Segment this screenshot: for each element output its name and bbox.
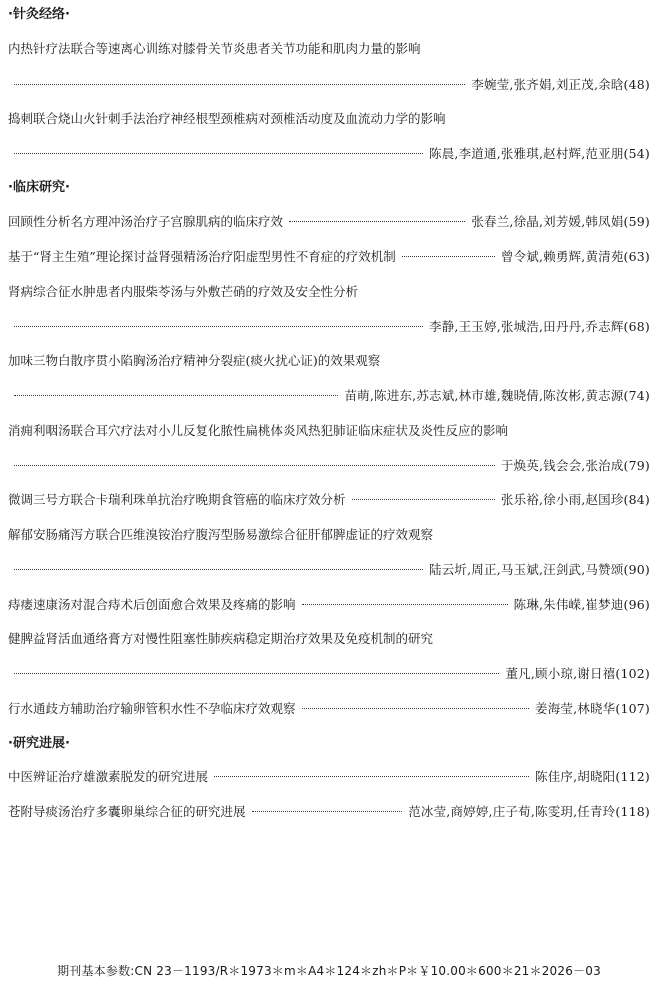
entry-authors: 陆云圻,周正,马玉斌,汪剑武,马赞颂(90) [429, 562, 650, 577]
journal-parameters-footer: 期刊基本参数:CN 23－1193/R＊1973＊m＊A4＊124＊zh＊P＊￥10.00＊600＊21＊2026－03 [57, 964, 601, 978]
entry-title: 肾病综合征水肿患者内服柴苓汤与外敷芒硝的疗效及安全性分析 [8, 284, 359, 299]
leader-dots [352, 498, 495, 500]
toc-entry-authors-line [8, 76, 650, 94]
entry-authors: 姜海莹,林晓华(107) [535, 701, 650, 716]
toc-entry-authors-line [8, 665, 650, 683]
leader-dots [14, 464, 495, 466]
toc-entry[interactable] [8, 803, 650, 821]
entry-authors: 李静,王玉婷,张城浩,田丹丹,乔志辉(68) [429, 319, 650, 334]
section-heading-progress: ·研究进展· [8, 736, 70, 751]
toc-entry-authors-line [8, 457, 650, 475]
entry-authors: 张乐裕,徐小雨,赵国珍(84) [500, 492, 650, 507]
toc-entry-authors-line [8, 561, 650, 579]
entry-title: 回顾性分析名方理冲汤治疗子宫腺肌病的临床疗效 [8, 214, 284, 229]
leader-dots [302, 707, 529, 709]
entry-title: 痔瘘速康汤对混合痔术后创面愈合效果及疼痛的影响 [8, 597, 296, 612]
toc-entry-title[interactable] [8, 283, 650, 301]
toc-entry-authors-line [8, 387, 650, 405]
toc-entry-title[interactable] [8, 40, 650, 58]
entry-authors: 李婉莹,张齐娟,刘正茂,余晗(48) [471, 77, 650, 92]
entry-authors: 董凡,顾小琼,谢日禧(102) [505, 666, 650, 681]
toc-entry[interactable] [8, 768, 650, 786]
entry-title: 解郁安肠痛泻方联合匹维溴铵治疗腹泻型肠易激综合征肝郁脾虚证的疗效观察 [8, 527, 434, 542]
leader-dots [14, 83, 465, 85]
leader-dots [14, 672, 499, 674]
leader-dots [402, 255, 495, 257]
leader-dots [252, 810, 403, 812]
toc-entry-title[interactable] [8, 110, 650, 128]
entry-authors: 陈晨,李道通,张雅琪,赵村辉,范亚朋(54) [429, 146, 650, 161]
toc-entry-authors-line [8, 318, 650, 336]
leader-dots [14, 568, 423, 570]
leader-dots [289, 220, 465, 222]
leader-dots [302, 603, 508, 605]
entry-title: 行水通歧方辅助治疗输卵管积水性不孕临床疗效观察 [8, 701, 296, 716]
entry-title: 加味三物白散序贯小陷胸汤治疗精神分裂症(痰火扰心证)的效果观察 [8, 353, 381, 368]
toc-entry[interactable] [8, 248, 650, 266]
entry-authors: 张春兰,徐晶,刘芳媛,韩凤娟(59) [471, 214, 650, 229]
toc-entry[interactable] [8, 491, 650, 509]
entry-title: 中医辨证治疗雄激素脱发的研究进展 [8, 769, 209, 784]
toc-entry[interactable] [8, 213, 650, 231]
entry-authors: 陈琳,朱伟嵘,崔梦迪(96) [513, 597, 650, 612]
entry-title: 微调三号方联合卡瑞利珠单抗治疗晚期食管癌的临床疗效分析 [8, 492, 346, 507]
entry-title: 消痈利咽汤联合耳穴疗法对小儿反复化脓性扁桃体炎风热犯肺证临床症状及炎性反应的影响 [8, 423, 509, 438]
toc-entry[interactable] [8, 596, 650, 614]
toc-entry-title[interactable] [8, 422, 650, 440]
toc-entry-title[interactable] [8, 352, 650, 370]
entry-authors: 于焕英,钱会会,张治成(79) [500, 458, 650, 473]
entry-title: 健脾益肾活血通络膏方对慢性阻塞性肺疾病稳定期治疗效果及免疫机制的研究 [8, 631, 434, 646]
entry-authors: 曾令斌,赖勇辉,黄清苑(63) [500, 249, 650, 264]
leader-dots [14, 394, 338, 396]
entry-title: 捣刺联合烧山火针刺手法治疗神经根型颈椎病对颈椎活动度及血流动力学的影响 [8, 111, 446, 126]
section-heading-clinical: ·临床研究· [8, 180, 70, 195]
section-heading-acupuncture: ·针灸经络· [8, 7, 70, 22]
leader-dots [214, 775, 529, 777]
entry-title: 基于“肾主生殖”理论探讨益肾强精汤治疗阳虚型男性不育症的疗效机制 [8, 249, 396, 264]
toc-entry[interactable] [8, 700, 650, 718]
entry-authors: 苗萌,陈进东,苏志斌,林市雄,魏晓倩,陈汝彬,黄志源(74) [344, 388, 650, 403]
leader-dots [14, 152, 423, 154]
toc-entry-title[interactable] [8, 526, 650, 544]
leader-dots [14, 325, 423, 327]
toc-entry-authors-line [8, 145, 650, 163]
entry-authors: 陈佳序,胡晓阳(112) [535, 769, 650, 784]
entry-title: 苍附导痰汤治疗多囊卵巢综合征的研究进展 [8, 804, 246, 819]
toc-entry-title[interactable] [8, 630, 650, 648]
entry-authors: 范冰莹,商婷婷,庄子荀,陈雯玥,任青玲(118) [408, 804, 650, 819]
entry-title: 内热针疗法联合等速离心训练对膝骨关节炎患者关节功能和肌肉力量的影响 [8, 41, 421, 56]
